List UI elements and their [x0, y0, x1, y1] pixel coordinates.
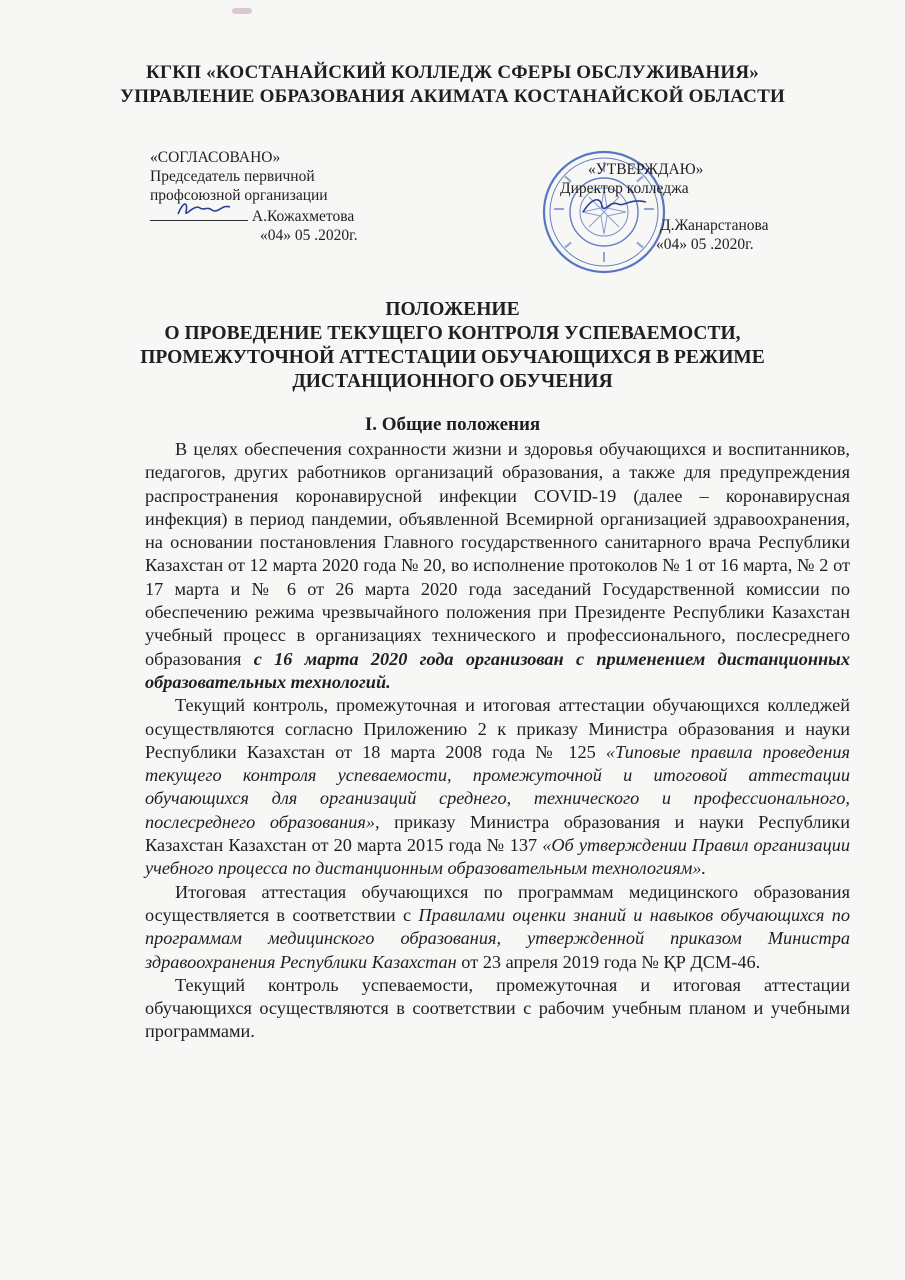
- paragraph-1: [145, 438, 850, 694]
- doc-title-line-3: ПРОМЕЖУТОЧНОЙ АТТЕСТАЦИИ ОБУЧАЮЩИХСЯ В РЕЖИМЕ: [140, 347, 765, 368]
- agreed-position-line-2: профсоюзной организации: [150, 187, 328, 204]
- agreed-signature: [150, 206, 248, 221]
- paragraph-4: [145, 974, 850, 1044]
- p4-text: Текущий контроль успеваемости, промежуточная и итоговая аттестации обучающихся осуществляются в соответствии с рабочим учебным планом и учебными программами.: [145, 974, 850, 1042]
- paper-mark: [232, 8, 252, 14]
- p1-emphasis: с 16 марта 2020 года организован с применением дистанционных образовательных технологий.: [145, 648, 850, 692]
- agreed-name: А.Кожахметова: [251, 208, 355, 225]
- approve-block: [560, 160, 820, 254]
- p2-text-2: приказу Министра образования и науки Республики Казахстан Казахстан от 20 марта 2015 года № 137: [145, 811, 850, 856]
- doc-title-line-2: О ПРОВЕДЕНИЕ ТЕКУЩЕГО КОНТРОЛЯ УСПЕВАЕМОСТИ,: [164, 323, 741, 344]
- approve-name: Д.Жанарстанова: [660, 217, 769, 234]
- agreed-date: «04» 05 .2020г.: [260, 227, 358, 244]
- doc-title-line-4: ДИСТАНЦИОННОГО ОБУЧЕНИЯ: [292, 371, 613, 392]
- p3-italic: Правилами оценки знаний и навыков обучающихся по программам медицинского образования, утвержденной приказом Министра здравоохранения Республики Казахстан: [145, 904, 850, 972]
- p2-italic-1: «Типовые правила проведения текущего контроля успеваемости, промежуточной и итоговой аттестации обучающихся для организаций среднего, технического и профессионального, послесреднего образования»,: [145, 741, 850, 832]
- p2-text-1: Текущий контроль, промежуточная и итоговая аттестации обучающихся колледжей осуществляются согласно Приложению 2 к приказу Министра образования и науки Республики Казахстан от 18 марта 2008 года № 125: [145, 695, 850, 762]
- approve-signature: [580, 194, 650, 220]
- header-line-2: УПРАВЛЕНИЕ ОБРАЗОВАНИЯ АКИМАТА КОСТАНАЙСКОЙ ОБЛАСТИ: [120, 86, 785, 107]
- section-heading: I. Общие положения: [364, 414, 541, 435]
- p3-text-2: от 23 апреля 2019 года № ҚР ДСМ-46.: [461, 951, 761, 972]
- paragraph-3: [145, 881, 850, 974]
- approve-position: Директор колледжа: [560, 180, 689, 197]
- p3-text-1: Итоговая аттестация обучающихся по программам медицинского образования осуществляется в соответствии с: [145, 881, 850, 925]
- paragraph-2: [145, 694, 850, 880]
- agreed-position-line-1: Председатель первичной: [150, 168, 315, 185]
- approve-label: «УТВЕРЖДАЮ»: [588, 161, 704, 178]
- document-body: [145, 438, 850, 1044]
- p1-text: В целях обеспечения сохранности жизни и здоровья обучающихся и воспитанников, педагогов, других работников организаций образования, а также для предупреждения распространения коронавирусной инфекции COVID-19 (далее – коронавирусная инфекция) в период пандемии, объявленной Всемирной организацией здравоохранения, на основании постановления Главного государственного санитарного врача Республики Казахстан от 12 марта 2020 года № 20, во исполнение протоколов № 1 от 16 марта, № 2 от 17 марта и № 6 от 26 марта 2020 года заседаний Государственной комиссии по обеспечению режима чрезвычайного положения при Президенте Республики Казахстан учебный процесс в организациях технического и профессионального, послесреднего образования: [145, 439, 850, 669]
- agreed-label: «СОГЛАСОВАНО»: [150, 149, 281, 166]
- doc-title-line-1: ПОЛОЖЕНИЕ: [385, 299, 520, 320]
- agreed-block: [150, 148, 410, 245]
- approve-date: «04» 05 .2020г.: [656, 236, 754, 253]
- p2-italic-2: «Об утверждении Правил организации учебного процесса по дистанционным образовательным технологиям».: [145, 835, 850, 879]
- header-line-1: КГКП «КОСТАНАЙСКИЙ КОЛЛЕДЖ СФЕРЫ ОБСЛУЖИВАНИЯ»: [146, 62, 759, 83]
